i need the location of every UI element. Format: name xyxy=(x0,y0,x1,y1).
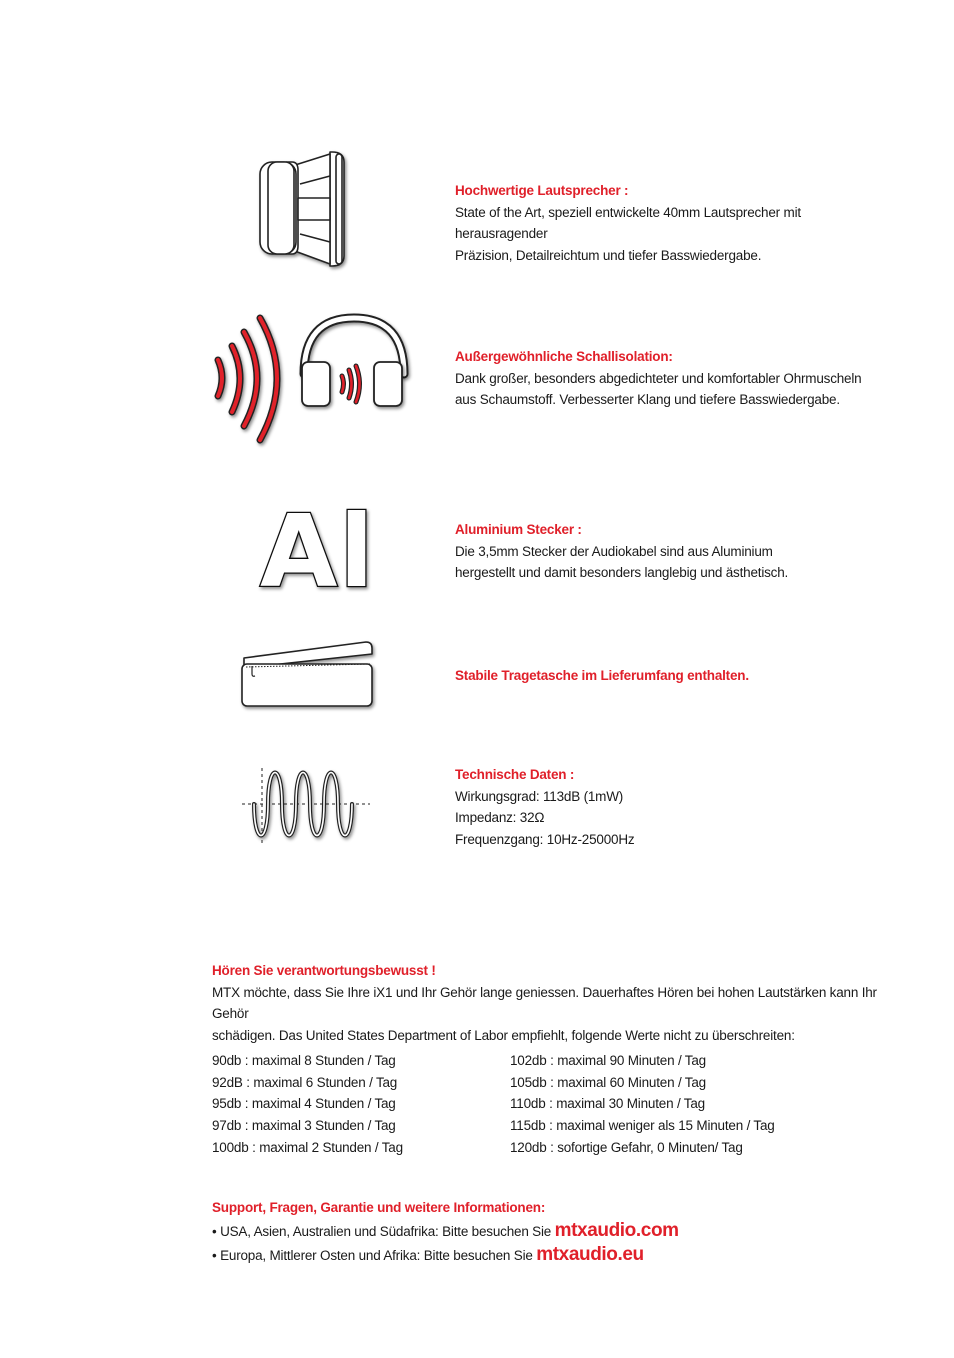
exposure-limit: 120db : sofortige Gefahr, 0 Minuten/ Tag xyxy=(510,1139,743,1155)
feature-case xyxy=(455,665,895,687)
svg-text:Al: Al xyxy=(260,493,376,610)
support-item-text: • Europa, Mittlerer Osten und Afrika: Bitte besuchen Sie xyxy=(212,1248,537,1263)
exposure-limit: 95db : maximal 4 Stunden / Tag xyxy=(212,1096,396,1112)
aluminium-symbol-icon xyxy=(258,493,376,610)
feature-text: Präzision, Detailreichtum und tiefer Basswiedergabe. xyxy=(455,247,762,263)
hearing-title: Hören Sie verantwortungsbewusst ! xyxy=(212,963,436,978)
headphones-sound-isolation-icon xyxy=(208,312,412,446)
feature-title: Hochwertige Lautsprecher : xyxy=(455,183,629,198)
hearing-text: schädigen. Das United States Department of Labor empfiehlt, folgende Werte nicht zu überschreiten: xyxy=(212,1027,795,1043)
feature-text: hergestellt und damit besonders langlebig und ästhetisch. xyxy=(455,565,789,580)
spec-frequency-response: Frequenzgang: 10Hz-25000Hz xyxy=(455,831,635,847)
spec-impedance: Impedanz: 32Ω xyxy=(455,810,545,825)
mtxaudio-com-link[interactable]: mtxaudio.com xyxy=(554,1219,679,1241)
mtxaudio-eu-link[interactable]: mtxaudio.eu xyxy=(536,1244,644,1265)
feature-title: Außergewöhnliche Schallisolation: xyxy=(455,349,673,364)
spec-efficiency: Wirkungsgrad: 113dB (1mW) xyxy=(455,788,624,804)
support-section xyxy=(212,1197,892,1267)
exposure-limit: 105db : maximal 60 Minuten / Tag xyxy=(510,1074,706,1090)
exposure-limit: 97db : maximal 3 Stunden / Tag xyxy=(212,1118,396,1134)
exposure-limit: 102db : maximal 90 Minuten / Tag xyxy=(510,1053,706,1068)
exposure-limits-left xyxy=(212,1050,403,1159)
feature-aluminium xyxy=(455,519,895,584)
exposure-limits-right xyxy=(510,1050,775,1159)
exposure-limit: 92dB : maximal 6 Stunden / Tag xyxy=(212,1074,398,1090)
feature-text: Dank großer, besonders abgedichteter und komfortabler Ohrmuscheln xyxy=(455,370,862,386)
carrying-case-icon xyxy=(238,636,378,712)
sine-wave-icon xyxy=(240,766,372,846)
feature-title: Aluminium Stecker : xyxy=(455,522,582,537)
hearing-text: MTX möchte, dass Sie Ihre iX1 und Ihr Gehör lange geniessen. Dauerhaftes Hören bei hohen Lautstärken kann Ihr Gehör xyxy=(212,984,877,1021)
exposure-limit: 115db : maximal weniger als 15 Minuten / Tag xyxy=(510,1118,775,1134)
feature-title: Technische Daten : xyxy=(455,767,575,782)
support-item xyxy=(212,1220,892,1243)
support-item xyxy=(212,1244,892,1267)
feature-speaker xyxy=(455,180,895,266)
exposure-limit: 90db : maximal 8 Stunden / Tag xyxy=(212,1053,396,1068)
exposure-limit: 110db : maximal 30 Minuten / Tag xyxy=(510,1096,705,1112)
hearing-safety-section xyxy=(212,960,892,1046)
feature-text: Die 3,5mm Stecker der Audiokabel sind aus Aluminium xyxy=(455,543,773,559)
feature-title: Stabile Tragetasche im Lieferumfang enthalten. xyxy=(455,668,749,683)
speaker-driver-icon xyxy=(256,148,350,272)
feature-text: aus Schaumstoff. Verbesserter Klang und tiefere Basswiedergabe. xyxy=(455,392,840,407)
feature-text: State of the Art, speziell entwickelte 40mm Lautsprecher mit herausragender xyxy=(455,204,801,241)
feature-isolation xyxy=(455,346,895,411)
feature-specs xyxy=(455,764,895,850)
exposure-limit: 100db : maximal 2 Stunden / Tag xyxy=(212,1139,403,1155)
support-item-text: • USA, Asien, Australien und Südafrika: Bitte besuchen Sie xyxy=(212,1223,555,1239)
support-title: Support, Fragen, Garantie und weitere Informationen: xyxy=(212,1200,546,1215)
